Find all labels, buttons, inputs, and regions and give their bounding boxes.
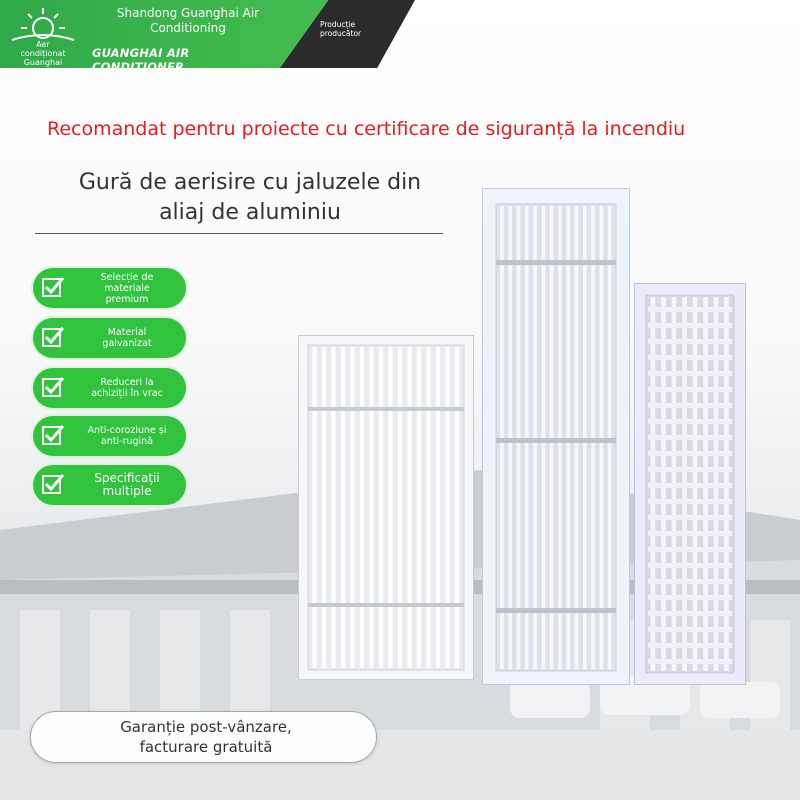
louver-bar (648, 595, 732, 600)
louver-bar (648, 403, 732, 408)
louver-bar (648, 467, 732, 472)
warranty-pill (30, 711, 377, 763)
louver-slat (566, 206, 570, 669)
louver-bar (648, 371, 732, 376)
louver-slat (426, 347, 430, 668)
louver-slat (417, 347, 421, 668)
producer-line: Producție (320, 20, 356, 29)
producer-line: producător (320, 29, 362, 38)
louver-slat (341, 347, 345, 668)
check-icon (41, 473, 65, 497)
louver-bar (648, 307, 732, 312)
louver-bar (648, 387, 732, 392)
louver-slat (525, 206, 529, 669)
check-icon (41, 424, 65, 448)
warranty-text: Garanție post-vânzare, facturare gratuită (120, 718, 292, 756)
louver-slat (360, 347, 364, 668)
feature-badge-galvanized (33, 318, 186, 358)
louver-slat (322, 347, 326, 668)
louver-bar (648, 531, 732, 536)
louver-slat (455, 347, 459, 668)
brand-name: GUANGHAI AIR CONDITIONER (92, 46, 190, 74)
louver-slat (542, 206, 546, 669)
louver-bar (648, 451, 732, 456)
feature-label: Anti-coroziune și anti-rugină (87, 425, 167, 447)
louver-bar (648, 547, 732, 552)
title-underline (35, 233, 443, 234)
vent-grille-grid (634, 283, 746, 685)
louver-slat (517, 206, 521, 669)
louver-slat (312, 347, 316, 668)
louver-bar (648, 563, 732, 568)
louver-slat (398, 347, 402, 668)
logo-line: Aer (36, 40, 50, 49)
feature-label: Specificații multiple (94, 471, 160, 498)
header-banner (0, 0, 420, 74)
product-title-line: Gură de aerisire cu jaluzele din (78, 170, 422, 195)
feature-label: Material galvanizat (102, 327, 152, 349)
louver-bar (648, 627, 732, 632)
producer-label (320, 20, 390, 38)
louver-slat (445, 347, 449, 668)
louver-slat (591, 206, 595, 669)
logo-line: Guanghai (23, 58, 63, 67)
louver-bar (648, 659, 732, 664)
feature-label: Selecție de materiale premium (100, 271, 154, 305)
louver-slat (407, 347, 411, 668)
louver-slat (369, 347, 373, 668)
feature-badge-premium (33, 268, 186, 308)
vent-grille-tall (482, 188, 630, 685)
louver-bar (648, 355, 732, 360)
louver-slat (550, 206, 554, 669)
louver-bar (648, 339, 732, 344)
louver-slat (583, 206, 587, 669)
louver-slat (533, 206, 537, 669)
logo-text (8, 40, 78, 67)
check-icon (41, 376, 65, 400)
louver-slat (558, 206, 562, 669)
louver-bar (648, 419, 732, 424)
recommendation-text: Recomandat pentru proiecte cu certificare de siguranță la incendiu (47, 118, 686, 140)
louver-bar (648, 499, 732, 504)
company-name: Shandong Guanghai Air Conditioning (116, 6, 260, 35)
louver-slat (331, 347, 335, 668)
louver-bar (648, 515, 732, 520)
louver-slat (379, 347, 383, 668)
louver-slat (600, 206, 604, 669)
logo-line: condiționat (20, 49, 66, 58)
louver-bar (648, 483, 732, 488)
feature-badge-specs (33, 465, 186, 505)
feature-badge-bulk (33, 368, 186, 408)
louver-bar (648, 579, 732, 584)
product-title (40, 168, 460, 228)
product-title-line: aliaj de aluminiu (159, 200, 341, 225)
louver-slat (436, 347, 440, 668)
louver-bar (648, 611, 732, 616)
louver-bar (648, 323, 732, 328)
louver-slat (508, 206, 512, 669)
louver-bar (648, 643, 732, 648)
louver-slat (350, 347, 354, 668)
feature-badge-anticorrosion (33, 416, 186, 456)
check-icon (41, 326, 65, 350)
louver-slat (388, 347, 392, 668)
louver-bar (648, 435, 732, 440)
check-icon (41, 276, 65, 300)
feature-label: Reduceri la achiziții în vrac (91, 377, 163, 399)
louver-slat (608, 206, 612, 669)
louver-slat (500, 206, 504, 669)
louver-slat (575, 206, 579, 669)
vent-grille-small (298, 335, 474, 680)
